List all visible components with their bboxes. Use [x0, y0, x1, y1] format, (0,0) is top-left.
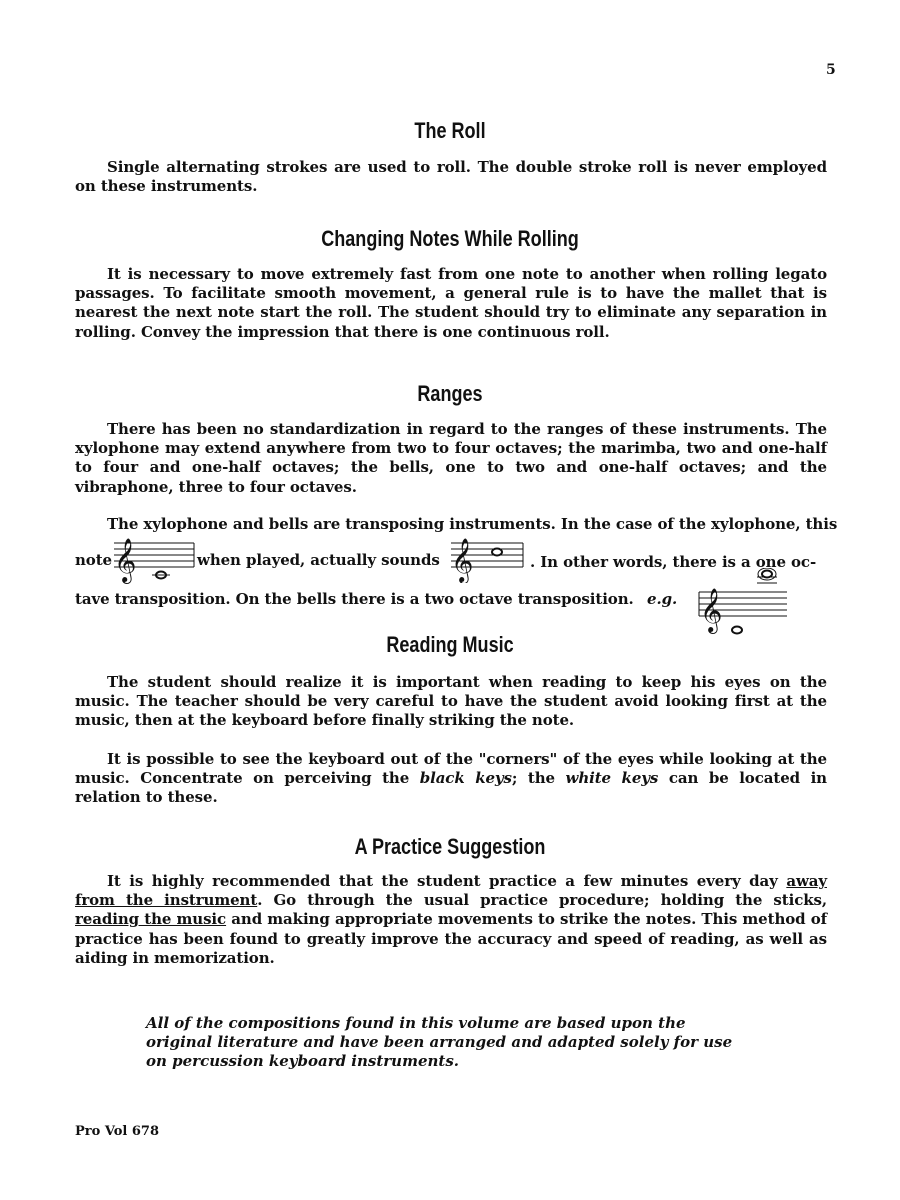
away-from-instrument-text: away from the instrument: [75, 872, 827, 910]
practice-paragraph: It is highly recommended that the student practice a few minutes every day away from the instrument. Go through the usual practice procedure; holding the sticks, reading the music and making appropriate movements to strike the notes. This method of practice has been found to greatly improve the accuracy and speed of reading, as well as aiding in memorization.: [75, 872, 827, 967]
reading-the-music-text: reading the music: [75, 910, 227, 929]
black-keys-text: black keys: [419, 769, 512, 788]
page-number: 5: [826, 62, 836, 78]
transposition-line: tave transposition. On the bells there is a two octave transposition.: [75, 590, 634, 608]
treble-clef-icon: 𝄞: [700, 588, 723, 632]
heading-changing-notes: Changing Notes While Rolling: [321, 226, 579, 251]
compositions-note: All of the compositions found in this volume are based upon the original literature and have been arranged and adapted solely for use on percussion keyboard instruments.: [146, 1014, 733, 1070]
staff-xylophone-sounds: [449, 537, 525, 583]
heading-reading-music: Reading Music: [386, 632, 514, 657]
transposing-line: The xylophone and bells are transposing instruments. In the case of the xylophone, this: [107, 515, 838, 533]
text-when-played: when played, actually sounds: [197, 551, 440, 569]
ranges-paragraph: There has been no standardization in regard to the ranges of these instruments. The xylophone may extend anywhere from two to four octaves; the marimba, two and one-half to four and one-half octaves; the bells, one to two and one-half octaves; and the vibraphone, three to four octaves.: [75, 420, 827, 496]
whole-note-icon: [492, 549, 502, 556]
white-keys-text: white keys: [565, 769, 659, 788]
text-eg: e.g.: [647, 590, 678, 608]
treble-clef-icon: 𝄞: [114, 538, 137, 582]
treble-clef-icon: 𝄞: [451, 538, 474, 582]
reading-paragraph-2: It is possible to see the keyboard out of the "corners" of the eyes while looking at the music. Concentrate on perceiving the black keys; the white keys can be located in relation to these.: [75, 750, 827, 807]
text-in-other-words: . In other words, there is a one oc-: [530, 553, 817, 571]
footer-catalog: Pro Vol 678: [75, 1124, 159, 1139]
staff-xylophone-written: [112, 537, 196, 585]
heading-practice-suggestion: A Practice Suggestion: [354, 834, 546, 859]
whole-note-icon: [762, 571, 772, 578]
changing-notes-paragraph: It is necessary to move extremely fast from one note to another when rolling legato passages. To facilitate smooth movement, a general rule is to have the mallet that is nearest the next note start the roll. The student should try to eliminate any separation in rolling. Convey the impression that there is one continuous roll.: [75, 265, 827, 341]
reading-paragraph-1: The student should realize it is important when reading to keep his eyes on the music. The teacher should be very careful to have the student avoid looking first at the music, then at the keyboard before finally striking the note.: [75, 673, 827, 730]
roll-paragraph: Single alternating strokes are used to roll. The double stroke roll is never employed on these instruments.: [75, 158, 827, 196]
staff-bells-example: [697, 568, 789, 638]
text-note: note: [75, 551, 112, 569]
heading-the-roll: The Roll: [414, 118, 486, 143]
heading-ranges: Ranges: [417, 381, 483, 406]
